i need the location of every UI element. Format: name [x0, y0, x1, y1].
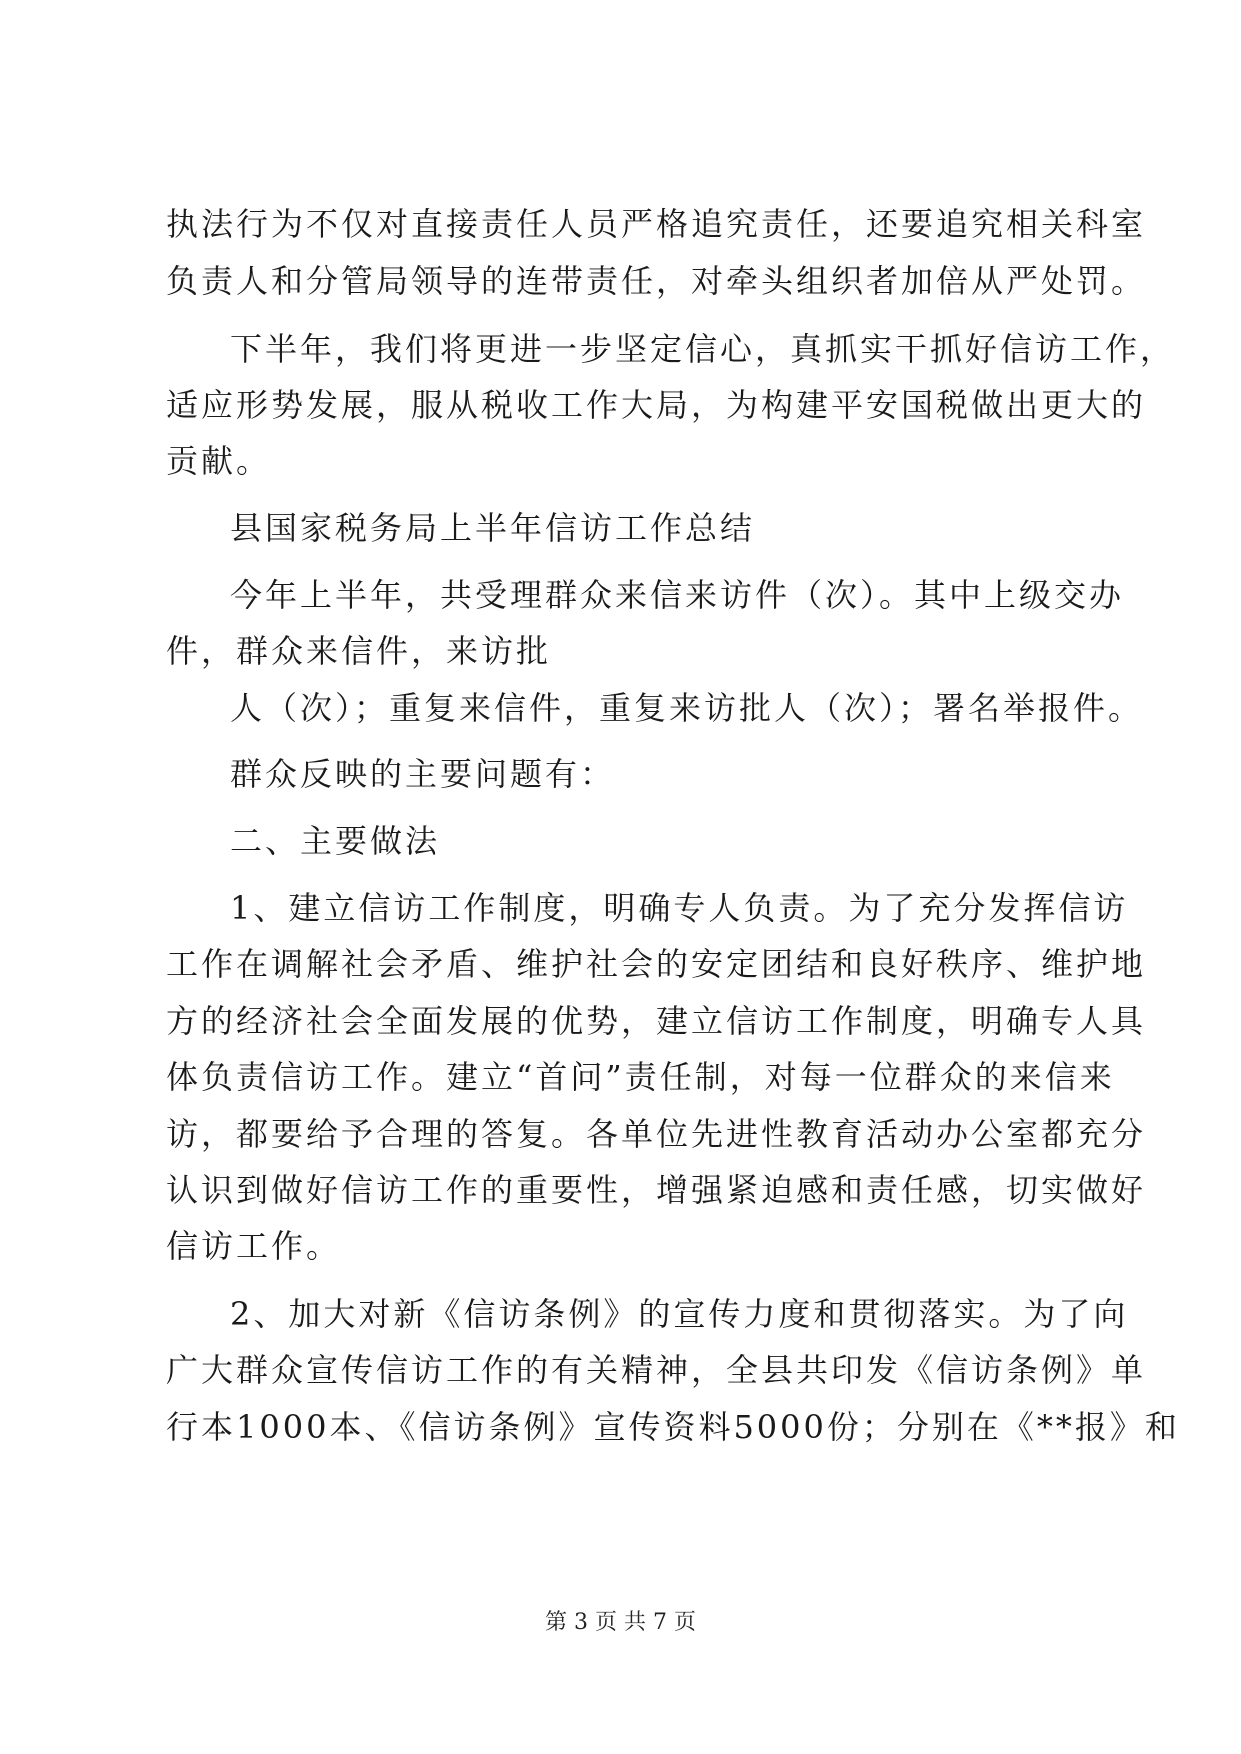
page-number: 第 3 页 共 7 页: [545, 1610, 696, 1635]
text-line: 行本1000本、《信访条例》宣传资料5000份；分别在《**报》和: [166, 1408, 1180, 1446]
text-line: 访，都要给予合理的答复。各单位先进性教育活动办公室都充分: [166, 1115, 1147, 1153]
text-line: 方的经济社会全面发展的优势，建立信访工作制度，明确专人具: [166, 1002, 1147, 1040]
text-line: 信访工作。: [166, 1227, 342, 1265]
section-heading: 二、主要做法: [230, 822, 441, 860]
text-line: 执法行为不仅对直接责任人员严格追究责任，还要追究相关科室: [166, 205, 1147, 243]
text-line: 1、建立信访工作制度，明确专人负责。为了充分发挥信访: [230, 889, 1129, 927]
text-line: 工作在调解社会矛盾、维护社会的安定团结和良好秩序、维护地: [166, 945, 1147, 983]
text-line: 体负责信访工作。建立“首问”责任制，对每一位群众的来信来: [166, 1058, 1115, 1096]
text-line: 适应形势发展，服从税收工作大局，为构建平安国税做出更大的: [166, 386, 1147, 424]
text-line: 贡献。: [166, 442, 272, 480]
text-line: 广大群众宣传信访工作的有关精神，全县共印发《信访条例》单: [166, 1351, 1147, 1389]
text-line: 认识到做好信访工作的重要性，增强紧迫感和责任感，切实做好: [166, 1171, 1147, 1209]
text-line: 今年上半年，共受理群众来信来访件（次）。其中上级交办: [230, 576, 1125, 614]
section-title: 县国家税务局上半年信访工作总结: [230, 509, 756, 547]
text-line: 群众反映的主要问题有：: [230, 755, 616, 793]
text-line: 2、加大对新《信访条例》的宣传力度和贯彻落实。为了向: [230, 1295, 1129, 1333]
text-line: 负责人和分管局领导的连带责任，对牵头组织者加倍从严处罚。: [166, 262, 1147, 300]
text-line: 人（次）；重复来信件，重复来访批人（次）；署名举报件。: [230, 689, 1144, 727]
text-line: 下半年，我们将更进一步坚定信心，真抓实干抓好信访工作，: [230, 330, 1176, 368]
text-line: 件，群众来信件，来访批: [166, 632, 552, 670]
